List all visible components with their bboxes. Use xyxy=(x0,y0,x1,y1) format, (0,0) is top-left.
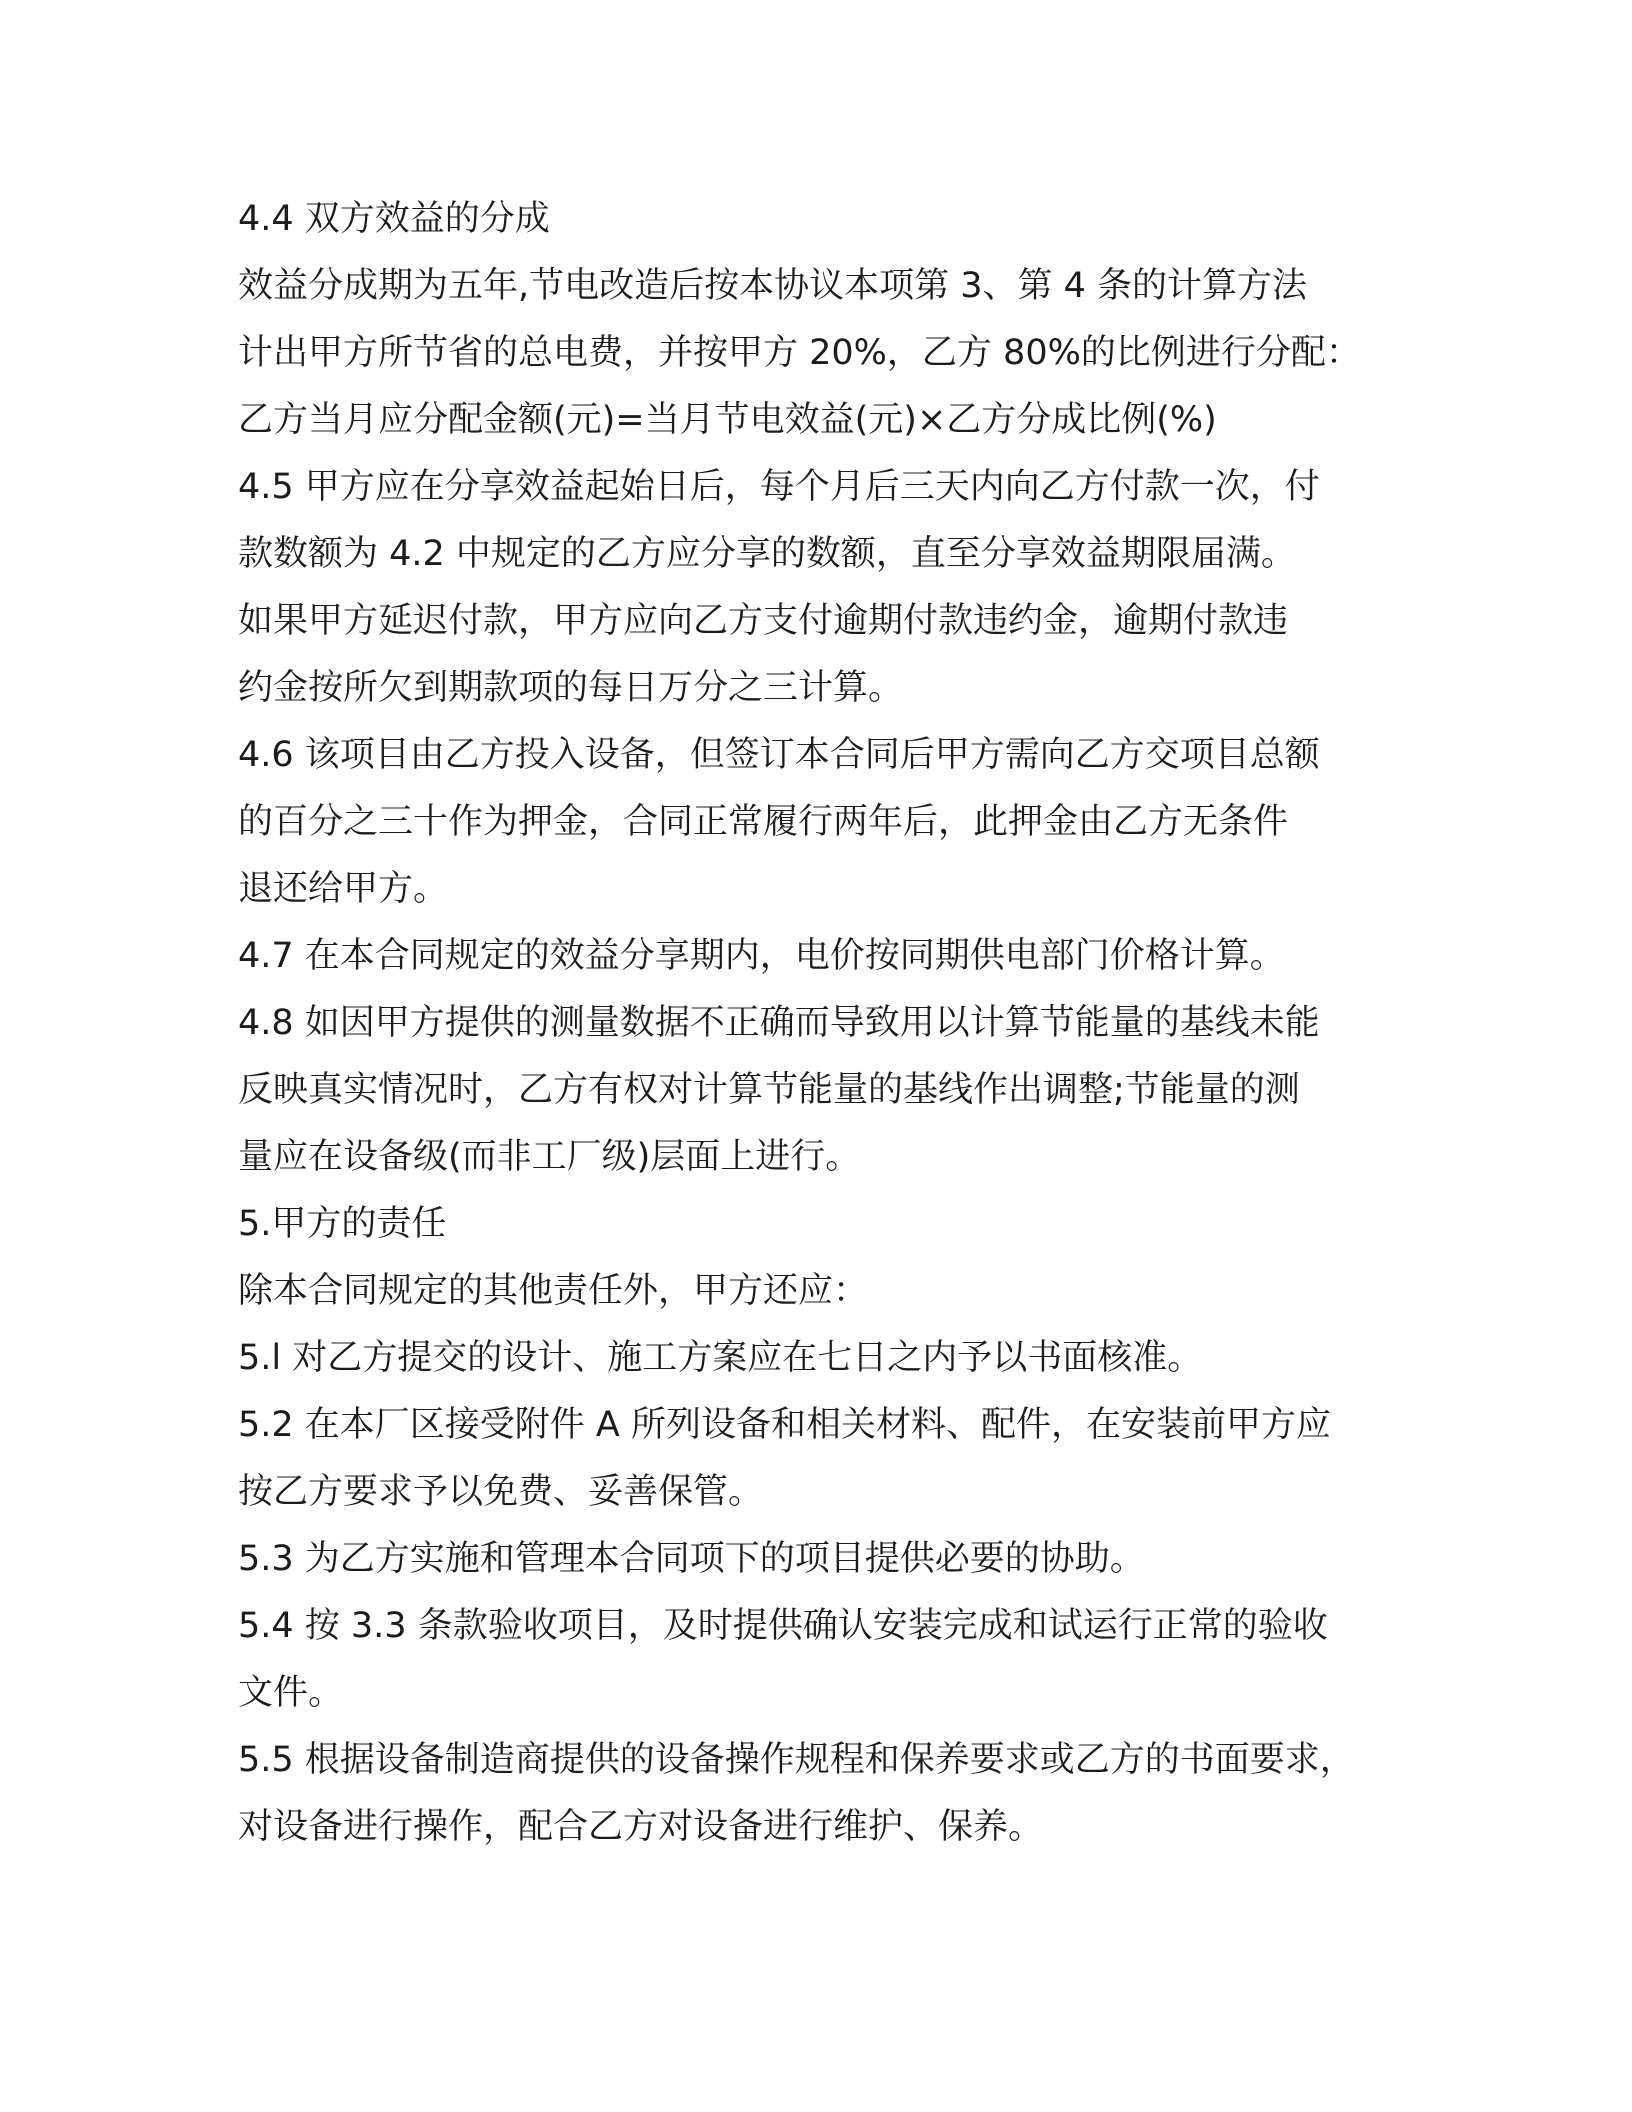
paragraph-line: 对设备进行操作，配合乙方对设备进行维护、保养。 xyxy=(238,1807,1044,1847)
paragraph-line: 反映真实情况时，乙方有权对计算节能量的基线作出调整;节能量的测 xyxy=(238,1070,1300,1110)
paragraph-line: 如果甲方延迟付款，甲方应向乙方支付逾期付款违约金，逾期付款违 xyxy=(238,601,1289,641)
paragraph-line: 除本合同规定的其他责任外，甲方还应： xyxy=(238,1271,869,1311)
clause-5-1: 5.l 对乙方提交的设计、施工方案应在七日之内予以书面核准。 xyxy=(238,1338,1203,1378)
paragraph-line: 的百分之三十作为押金，合同正常履行两年后，此押金由乙方无条件 xyxy=(238,802,1289,842)
paragraph-line: 款数额为 4.2 中规定的乙方应分享的数额，直至分享效益期限届满。 xyxy=(238,534,1296,574)
formula-line: 乙方当月应分配金额(元)=当月节电效益(元)×乙方分成比例(%) xyxy=(238,400,1217,440)
paragraph-line: 按乙方要求予以免费、妥善保管。 xyxy=(238,1472,764,1512)
clause-4-7: 4.7 在本合同规定的效益分享期内，电价按同期供电部门价格计算。 xyxy=(238,936,1285,976)
paragraph-line: 退还给甲方。 xyxy=(238,869,449,909)
clause-5-2: 5.2 在本厂区接受附件 A 所列设备和相关材料、配件，在安装前甲方应 xyxy=(238,1405,1331,1445)
section-heading-5: 5.甲方的责任 xyxy=(238,1204,447,1244)
document-body xyxy=(238,186,1418,1861)
paragraph-line: 文件。 xyxy=(238,1673,344,1713)
clause-5-5: 5.5 根据设备制造商提供的设备操作规程和保养要求或乙方的书面要求， xyxy=(238,1740,1355,1780)
paragraph-line: 计出甲方所节省的总电费，并按甲方 20%，乙方 80%的比例进行分配： xyxy=(238,333,1361,373)
clause-4-6: 4.6 该项目由乙方投入设备，但签订本合同后甲方需向乙方交项目总额 xyxy=(238,735,1320,775)
clause-4-5: 4.5 甲方应在分享效益起始日后，每个月后三天内向乙方付款一次，付 xyxy=(238,467,1320,507)
paragraph-line: 约金按所欠到期款项的每日万分之三计算。 xyxy=(238,668,904,708)
clause-4-8: 4.8 如因甲方提供的测量数据不正确而导致用以计算节能量的基线未能 xyxy=(238,1003,1320,1043)
paragraph-line: 量应在设备级(而非工厂级)层面上进行。 xyxy=(238,1137,861,1177)
section-heading-4-4: 4.4 双方效益的分成 xyxy=(238,199,550,239)
clause-5-4: 5.4 按 3.3 条款验收项目，及时提供确认安装完成和试运行正常的验收 xyxy=(238,1606,1328,1646)
paragraph-line: 效益分成期为五年,节电改造后按本协议本项第 3、第 4 条的计算方法 xyxy=(238,266,1308,306)
clause-5-3: 5.3 为乙方实施和管理本合同项下的项目提供必要的协助。 xyxy=(238,1539,1145,1579)
